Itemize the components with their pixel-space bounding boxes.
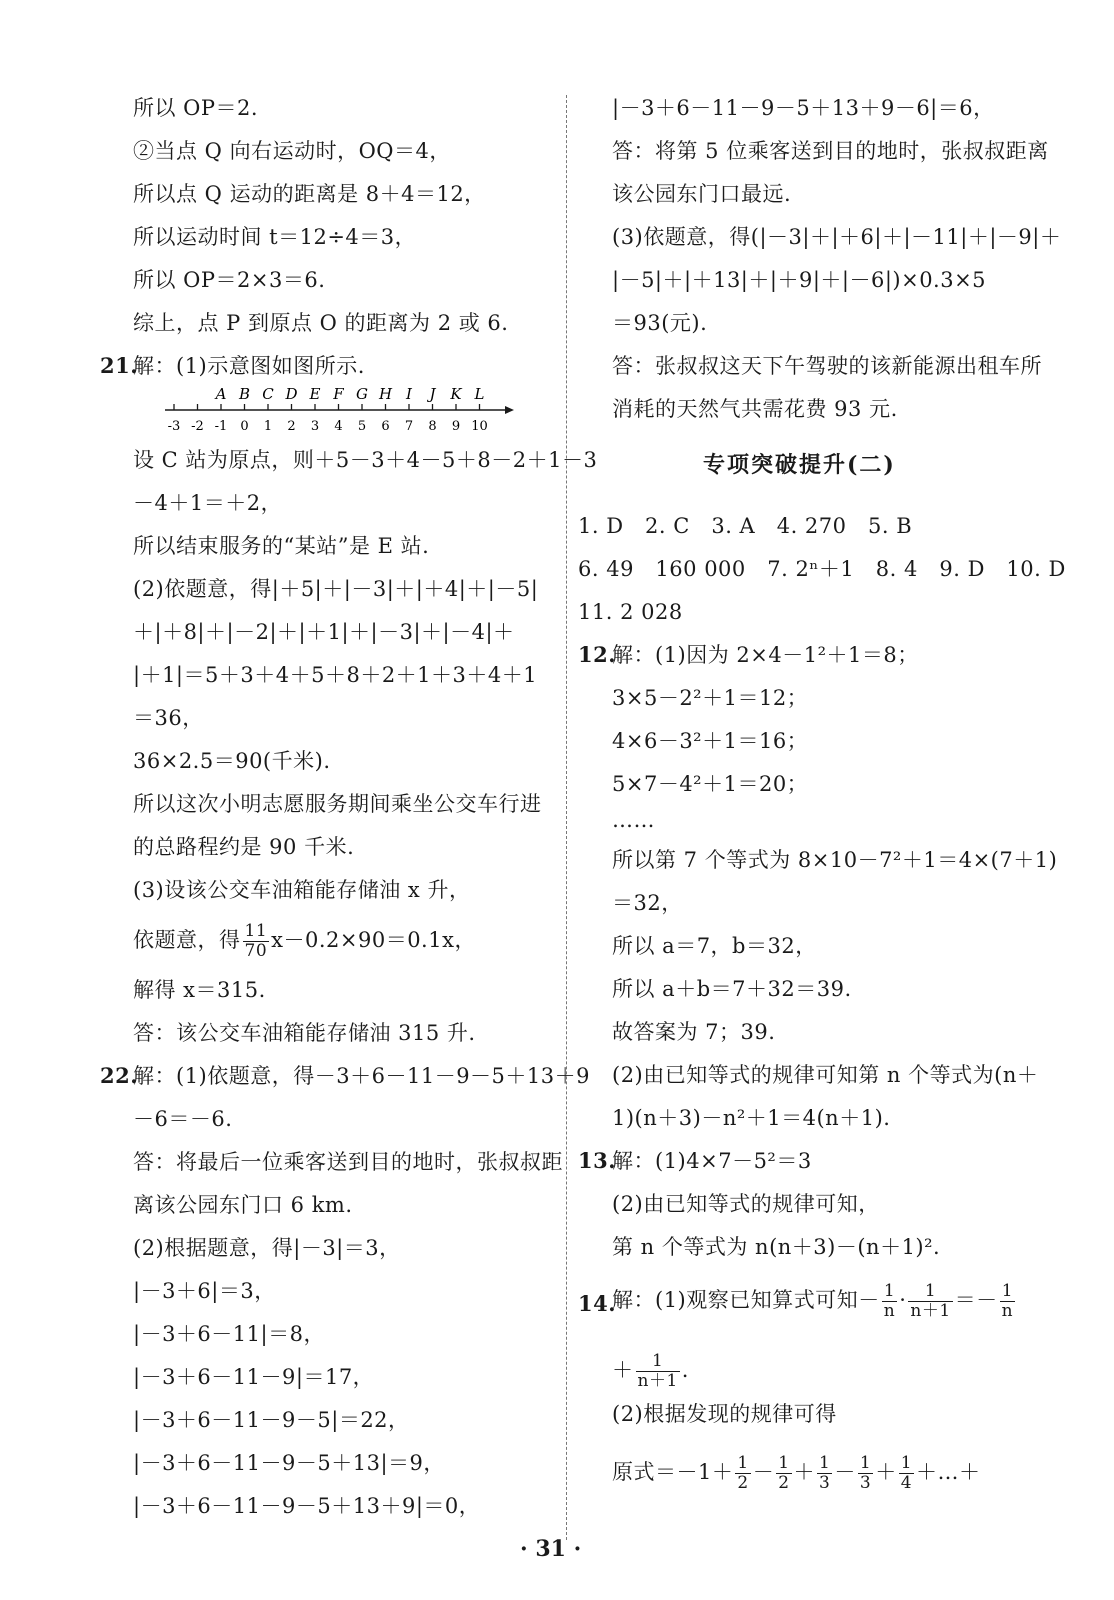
- column-divider: [566, 95, 567, 1540]
- right-line-4: (3)依题意，得(|－3|＋|＋6|＋|－11|＋|－9|＋: [612, 225, 1062, 249]
- q12-line-11: (2)由已知等式的规律可知第 n 个等式为(n＋: [612, 1063, 1039, 1087]
- q21-line-1: 解：(1)示意图如图所示.: [133, 354, 365, 378]
- right-line-5: |－5|＋|＋13|＋|＋9|＋|－6|)×0.3×5: [612, 268, 987, 292]
- number-line-station-label: A: [215, 385, 227, 403]
- q14-line-3: (2)根据发现的规律可得: [612, 1402, 837, 1426]
- q21-line-13-prefix: 依题意，得: [133, 928, 241, 952]
- q12-line-10: 故答案为 7；39.: [612, 1020, 776, 1044]
- fraction-denominator: 70: [244, 941, 268, 961]
- fraction-1-over-n-plus-1: [636, 1352, 680, 1391]
- left-line-4: 所以运动时间 t＝12÷4＝3，: [133, 225, 417, 249]
- q21-line-9: 36×2.5＝90(千米).: [133, 749, 331, 773]
- number-line-tick-label: 10: [471, 419, 488, 434]
- question-12-number: 12.: [578, 642, 617, 667]
- fraction-1-over-n: [882, 1282, 897, 1321]
- q21-line-10: 所以这次小明志愿服务期间乘坐公交车行进: [133, 792, 542, 816]
- q13-line-1: 解：(1)4×7－5²＝3: [612, 1149, 812, 1173]
- number-line-station-label: D: [285, 385, 298, 403]
- q21-line-4: 所以结束服务的“某站”是 E 站.: [133, 534, 430, 558]
- fraction-1-4: [899, 1454, 914, 1493]
- fraction-1-2: [735, 1454, 750, 1493]
- q21-line-7: |＋1|＝5＋3＋4＋5＋8＋2＋1＋3＋4＋1: [133, 663, 538, 687]
- q14-line-1-prefix: 解：(1)观察已知算式可知－: [612, 1288, 880, 1312]
- fraction-denominator: n＋1: [637, 1371, 678, 1391]
- q22-line-3: 答：将最后一位乘客送到目的地时，张叔叔距: [133, 1150, 563, 1174]
- left-line-3: 所以点 Q 运动的距离是 8＋4＝12，: [133, 182, 486, 206]
- q22-line-7: |－3＋6－11|＝8，: [133, 1322, 325, 1346]
- right-line-7: 答：张叔叔这天下午驾驶的该新能源出租车所: [612, 354, 1042, 378]
- q14-line-4-prefix: 原式＝－1＋: [612, 1460, 734, 1484]
- number-line-station-label: K: [450, 385, 462, 403]
- right-line-6: ＝93(元).: [612, 311, 708, 335]
- q21-line-2: 设 C 站为原点，则＋5－3＋4－5＋8－2＋1－3: [133, 448, 598, 472]
- q21-line-15: 答：该公交车油箱能存储油 315 升.: [133, 1021, 476, 1045]
- q22-line-5: (2)根据题意，得|－3|＝3，: [133, 1236, 401, 1260]
- q22-line-10: |－3＋6－11－9－5＋13|＝9，: [133, 1451, 445, 1475]
- number-line-station-label: L: [474, 385, 485, 403]
- fraction-numerator: 1: [778, 1453, 790, 1473]
- question-21-number: 21.: [100, 353, 139, 378]
- period: .: [681, 1358, 689, 1382]
- left-line-6: 综上，点 P 到原点 O 的距离为 2 或 6.: [133, 311, 509, 335]
- q22-line-9: |－3＋6－11－9－5|＝22，: [133, 1408, 410, 1432]
- q12-line-3: 4×6－3²＋1＝16；: [612, 729, 809, 753]
- operator: －: [752, 1460, 775, 1484]
- q13-line-3: 第 n 个等式为 n(n＋3)－(n＋1)².: [612, 1235, 941, 1259]
- fraction-denominator: n: [883, 1301, 896, 1321]
- operator: －: [834, 1460, 856, 1484]
- q21-line-6: ＋|＋8|＋|－2|＋|＋1|＋|－3|＋|－4|＋: [133, 620, 515, 644]
- number-line-tick-label: 6: [381, 419, 390, 434]
- q22-line-11: |－3＋6－11－9－5＋13＋9|＝0，: [133, 1494, 481, 1518]
- equals-minus: ＝－: [954, 1288, 998, 1312]
- q21-line-13-suffix: x－0.2×90＝0.1x，: [271, 928, 476, 952]
- q12-line-8: 所以 a＝7，b＝32，: [612, 934, 817, 958]
- plus-sign: ＋: [612, 1358, 634, 1382]
- operator: ＋…＋: [916, 1460, 981, 1484]
- q12-line-12: 1)(n＋3)－n²＋1＝4(n＋1).: [612, 1106, 891, 1130]
- number-line-tick-label: 4: [334, 419, 343, 434]
- q22-line-8: |－3＋6－11－9|＝17，: [133, 1365, 375, 1389]
- section-title: 专项突破提升(二): [703, 452, 896, 478]
- left-line-2: ②当点 Q 向右运动时，OQ＝4，: [133, 139, 451, 163]
- answers-row-3: 11. 2 028: [578, 600, 683, 624]
- fraction-numerator: 1: [819, 1453, 831, 1473]
- number-line-tick-label: 0: [240, 419, 249, 434]
- q14-line-1: [612, 1282, 1017, 1321]
- number-line-tick-label: 8: [428, 419, 437, 434]
- number-line-tick-label: 9: [451, 419, 461, 434]
- number-line-tick-label: -2: [191, 419, 204, 434]
- fraction-denominator: 3: [859, 1473, 872, 1493]
- number-line-tick-label: 3: [310, 419, 320, 434]
- question-22-number: 22.: [100, 1063, 139, 1088]
- fraction-denominator: n: [1001, 1301, 1014, 1321]
- fraction-denominator: n＋1: [910, 1301, 951, 1321]
- q12-line-6: 所以第 7 个等式为 8×10－7²＋1＝4×(7＋1): [612, 848, 1058, 872]
- q12-line-4: 5×7－4²＋1＝20；: [612, 772, 809, 796]
- number-line-tick-label: -1: [214, 419, 228, 434]
- fraction-1-over-n-plus-1: [908, 1282, 952, 1321]
- q12-line-2: 3×5－2²＋1＝12；: [612, 686, 809, 710]
- fraction-denominator: 2: [737, 1473, 749, 1493]
- fraction-1-3: [858, 1454, 873, 1493]
- fraction-1-2: [776, 1454, 791, 1493]
- operator: ＋: [793, 1460, 816, 1484]
- question-14-number: 14.: [578, 1291, 617, 1316]
- number-line-station-label: C: [262, 385, 274, 403]
- q22-line-6: |－3＋6|＝3，: [133, 1279, 276, 1303]
- fraction-1-3: [817, 1454, 832, 1493]
- q12-line-1: 解：(1)因为 2×4－1²＋1＝8；: [612, 643, 919, 667]
- question-13-number: 13.: [578, 1148, 617, 1173]
- right-line-2: 答：将第 5 位乘客送到目的地时，张叔叔距离: [612, 139, 1049, 163]
- fraction-numerator: 1: [737, 1453, 749, 1473]
- q21-line-12: (3)设该公交车油箱能存储油 x 升，: [133, 878, 471, 902]
- q13-line-2: (2)由已知等式的规律可知，: [612, 1192, 880, 1216]
- number-line-station-label: G: [356, 385, 368, 403]
- right-line-3: 该公园东门口最远.: [612, 182, 792, 206]
- fraction-numerator: 1: [636, 1352, 680, 1372]
- number-line-tick-label: 7: [404, 419, 414, 434]
- number-line-arrow: [505, 406, 514, 414]
- number-line-station-label: H: [378, 385, 393, 403]
- fraction-denominator: 4: [900, 1473, 913, 1493]
- q22-line-2: －6＝－6.: [133, 1107, 233, 1131]
- fraction-denominator: 3: [819, 1473, 831, 1493]
- q12-line-5: ……: [612, 808, 655, 832]
- q22-line-1: 解：(1)依题意，得－3＋6－11－9－5＋13＋9: [133, 1064, 590, 1088]
- page-number: · 31 ·: [520, 1536, 582, 1562]
- number-line-tick-label: -3: [167, 419, 181, 434]
- number-line-tick-label: 5: [357, 419, 367, 434]
- q21-line-13: [133, 922, 476, 961]
- fraction-numerator: 1: [908, 1282, 952, 1302]
- fraction-numerator: 1: [882, 1282, 897, 1302]
- number-line-station-label: I: [406, 385, 412, 403]
- q21-line-11: 的总路程约是 90 千米.: [133, 835, 355, 859]
- q14-line-2: [612, 1352, 689, 1391]
- q12-line-7: ＝32，: [612, 891, 683, 915]
- number-line-station-label: F: [333, 385, 344, 403]
- number-line-station-label: E: [309, 385, 321, 403]
- fraction-numerator: 11: [244, 921, 268, 941]
- answers-row-2: 6. 49 160 000 7. 2ⁿ＋1 8. 4 9. D 10. D: [578, 557, 1066, 581]
- fraction-numerator: 1: [1000, 1282, 1015, 1302]
- q12-line-9: 所以 a＋b＝7＋32＝39.: [612, 977, 852, 1001]
- number-line-station-label: B: [238, 385, 251, 403]
- q14-line-4: [612, 1454, 981, 1493]
- operator: ＋: [875, 1460, 897, 1484]
- left-line-5: 所以 OP＝2×3＝6.: [133, 268, 326, 292]
- fraction-1-over-n: [1000, 1282, 1015, 1321]
- q21-line-8: ＝36，: [133, 706, 204, 730]
- q21-line-5: (2)依题意，得|＋5|＋|－3|＋|＋4|＋|－5|: [133, 577, 539, 601]
- right-line-8: 消耗的天然气共需花费 93 元.: [612, 397, 898, 421]
- dot-operator: ·: [899, 1288, 907, 1312]
- number-line-tick-label: 2: [287, 419, 296, 434]
- fraction-11-70: [243, 922, 270, 961]
- q21-line-14: 解得 x＝315.: [133, 978, 266, 1002]
- q21-line-3: －4＋1＝＋2，: [133, 491, 283, 515]
- fraction-denominator: 2: [778, 1473, 790, 1493]
- fraction-numerator: 1: [859, 1453, 872, 1473]
- number-line-tick-label: 1: [263, 419, 273, 434]
- q22-line-4: 离该公园东门口 6 km.: [133, 1193, 353, 1217]
- number-line-station-label: J: [429, 385, 436, 403]
- number-line-diagram: [160, 380, 520, 440]
- left-line-1: 所以 OP＝2.: [133, 96, 259, 120]
- answers-row-1: 1. D 2. C 3. A 4. 270 5. B: [578, 514, 913, 538]
- fraction-numerator: 1: [900, 1453, 913, 1473]
- right-line-1: |－3＋6－11－9－5＋13＋9－6|＝6，: [612, 96, 995, 120]
